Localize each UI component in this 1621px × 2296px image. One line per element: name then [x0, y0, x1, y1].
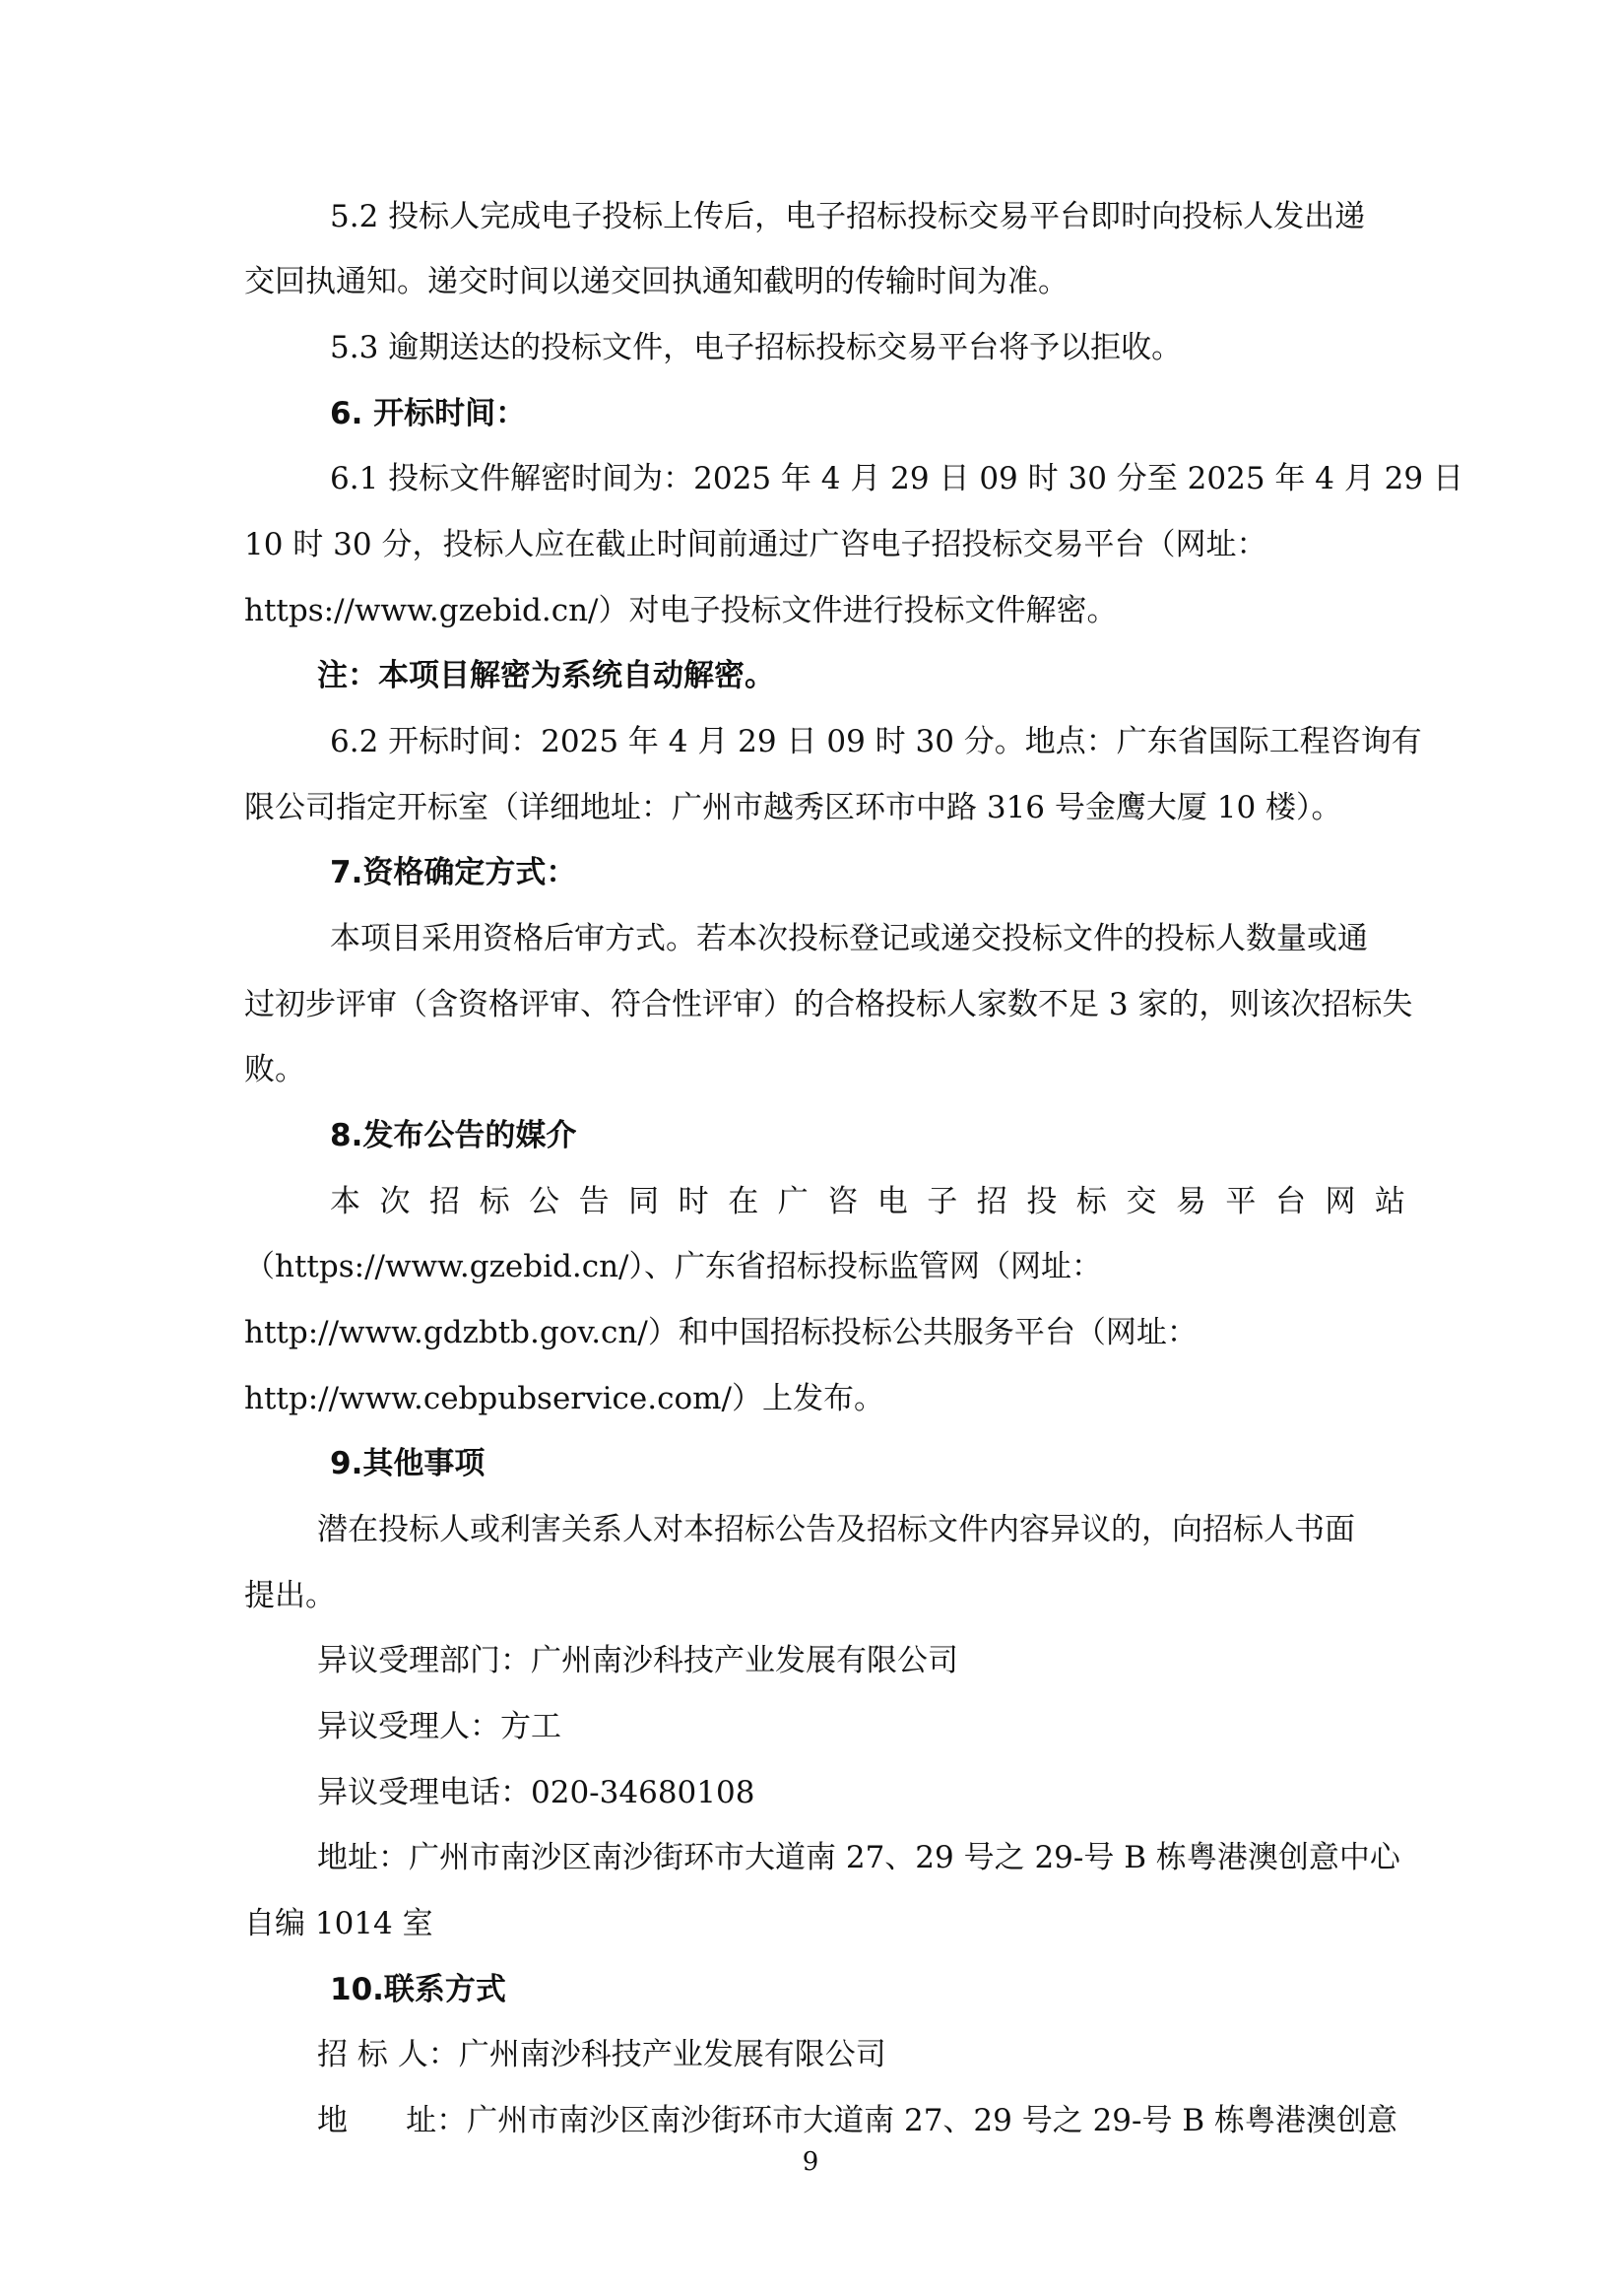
s6-2-line1: 6.2 开标时间：2025 年 4 月 29 日 09 时 30 分。地点：广东省国际工程咨询有	[330, 724, 1422, 759]
s9-line2: 提出。	[244, 1578, 336, 1613]
section-6-heading: 6. 开标时间：	[330, 396, 527, 431]
s6-1-line2: 10 时 30 分，投标人应在截止时间前通过广咨电子招投标交易平台（网址：	[244, 527, 1267, 562]
decrypt-note: 注：本项目解密为系统自动解密。	[317, 658, 775, 693]
s9-line1: 潜在投标人或利害关系人对本招标公告及招标文件内容异议的，向招标人书面	[317, 1512, 1355, 1547]
objection-address-line1: 地址：广州市南沙区南沙街环市大道南 27、29 号之 29-号 B 栋粤港澳创意中心	[317, 1840, 1400, 1875]
s7-line3: 败。	[244, 1052, 305, 1087]
s8-line4: http://www.cebpubservice.com/）上发布。	[244, 1381, 884, 1416]
s6-2-line2: 限公司指定开标室（详细地址：广州市越秀区环市中路 316 号金鹰大厦 10 楼）。	[244, 790, 1342, 825]
tenderer-label: 招 标 人：	[317, 2037, 459, 2072]
tenderer-address-label: 地 址：	[317, 2103, 468, 2138]
s5-2-line2: 交回执通知。递交时间以递交回执通知截明的传输时间为准。	[244, 264, 1069, 299]
s8-line1: 本次招标公告同时在广咨电子招投标交易平台网站	[330, 1184, 1411, 1219]
s7-line2: 过初步评审（含资格评审、符合性评审）的合格投标人家数不足 3 家的，则该次招标失	[244, 987, 1413, 1022]
page-number: 9	[802, 2147, 819, 2177]
s6-1-line1: 6.1 投标文件解密时间为：2025 年 4 月 29 日 09 时 30 分至 2025 年 4 月 29 日	[330, 461, 1463, 496]
objection-phone: 异议受理电话：020-34680108	[317, 1775, 755, 1810]
s6-1-line3: https://www.gzebid.cn/）对电子投标文件进行投标文件解密。	[244, 593, 1118, 628]
s5-3-line1: 5.3 逾期送达的投标文件，电子招标投标交易平台将予以拒收。	[330, 330, 1183, 365]
section-8-heading: 8.发布公告的媒介	[330, 1118, 577, 1153]
s8-line3: http://www.gdzbtb.gov.cn/）和中国招标投标公共服务平台（网址：	[244, 1315, 1198, 1350]
section-9-heading: 9.其他事项	[330, 1446, 486, 1481]
tenderer-address-value: 广州市南沙区南沙街环市大道南 27、29 号之 29-号 B 栋粤港澳创意	[467, 2103, 1397, 2138]
tenderer-row	[317, 2035, 886, 2074]
s7-line1: 本项目采用资格后审方式。若本次投标登记或递交投标文件的投标人数量或通	[330, 921, 1368, 956]
tenderer-value: 广州南沙科技产业发展有限公司	[458, 2037, 886, 2072]
section-7-heading: 7.资格确定方式：	[330, 855, 577, 890]
objection-contact-person: 异议受理人：方工	[317, 1709, 561, 1744]
s5-2-line1: 5.2 投标人完成电子投标上传后，电子招标投标交易平台即时向投标人发出递	[330, 199, 1366, 234]
tenderer-address-row	[317, 2101, 1397, 2140]
objection-address-line2: 自编 1014 室	[244, 1906, 433, 1941]
section-10-heading: 10.联系方式	[330, 1972, 506, 2007]
s8-line2: （https://www.gzebid.cn/）、广东省招标投标监管网（网址：	[244, 1249, 1102, 1284]
objection-department: 异议受理部门：广州南沙科技产业发展有限公司	[317, 1643, 958, 1678]
